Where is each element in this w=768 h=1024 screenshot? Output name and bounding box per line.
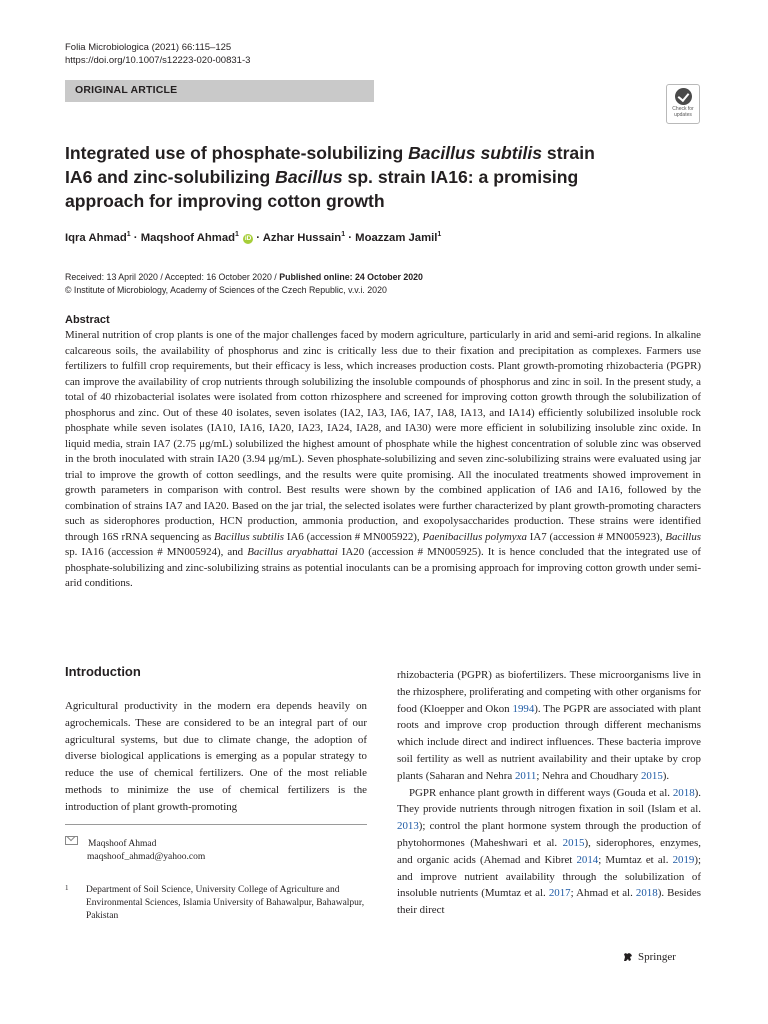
title-part: sp. strain IA16: a promising approach for improving cotton growth bbox=[65, 167, 579, 211]
citation-link[interactable]: 2018 bbox=[672, 786, 695, 799]
author-name[interactable]: Azhar Hussain bbox=[262, 231, 342, 244]
check-badge-line1: Check for bbox=[672, 106, 694, 112]
intro-text: rhizobacteria (PGPR) as biofertilizers. These microorganisms live in the rhizosphere, proliferating and competing with other organisms for food (Kloepper and Okon bbox=[397, 669, 701, 715]
copyright: © Institute of Microbiology, Academy of Sciences of the Czech Republic, v.v.i. 2020 bbox=[65, 284, 387, 295]
affiliation-footnote bbox=[65, 884, 368, 923]
intro-text: ). The PGPR are associated with plant roots and improve crop production through different mechanisms which include direct and indirect influences. These bacteria improve soil fertility as well as nutrient availability and their uptake by crop plants (Saharan and Nehra bbox=[397, 702, 701, 782]
title-italic: Bacillus bbox=[275, 167, 343, 187]
footnote-divider bbox=[65, 824, 367, 825]
citation-link[interactable]: 2011 bbox=[514, 769, 537, 782]
abstract-text: IA20 (accession # MN005925). It is hence concluded that the integrated use of phosphate-solubilizing and zinc-solubilizing strains as potential inoculants can be a promising approach for improving cotton growth under semi-arid conditions. bbox=[65, 546, 701, 589]
article-title bbox=[65, 141, 625, 213]
intro-right-column bbox=[397, 667, 701, 919]
intro-text: PGPR enhance plant growth in different ways (Gouda et al. bbox=[409, 786, 673, 799]
corresponding-email[interactable]: maqshoof_ahmad@yahoo.com bbox=[87, 852, 206, 862]
intro-paragraph bbox=[397, 667, 701, 785]
citation-link[interactable]: 1994 bbox=[512, 702, 535, 715]
publisher-logo bbox=[622, 951, 676, 963]
abstract-body bbox=[65, 328, 701, 592]
abstract-italic: Bacillus bbox=[665, 530, 702, 543]
intro-text: ), siderophores, enzymes, and organic acids (Ahemad and Kibret bbox=[397, 836, 701, 866]
abstract-italic: Bacillus subtilis bbox=[214, 530, 285, 543]
received-accepted: Received: 13 April 2020 / Accepted: 16 October 2020 / bbox=[65, 272, 280, 282]
citation-link[interactable]: 2019 bbox=[672, 853, 695, 866]
abstract-italic: Bacillus aryabhattai bbox=[247, 546, 338, 558]
intro-text: ; Mumtaz et al. bbox=[598, 853, 673, 866]
intro-text: ). Besides their direct bbox=[397, 887, 702, 917]
affiliation-marker: 1 bbox=[126, 231, 131, 238]
author-list bbox=[65, 231, 441, 244]
abstract-heading: Abstract bbox=[65, 314, 110, 326]
citation-link[interactable]: 2013 bbox=[397, 820, 419, 833]
citation-link[interactable]: 2015 bbox=[562, 836, 585, 849]
check-for-updates-badge[interactable] bbox=[666, 84, 700, 124]
title-italic: Bacillus subtilis bbox=[408, 143, 543, 163]
orcid-icon[interactable]: iD bbox=[244, 234, 252, 242]
abstract-italic: Paenibacillus polymyxa bbox=[422, 530, 527, 543]
citation-link[interactable]: 2014 bbox=[576, 853, 599, 866]
affiliation-number: 1 bbox=[65, 884, 69, 892]
title-part: strain IA6 and zinc-solubilizing bbox=[65, 143, 595, 187]
published-online: Published online: 24 October 2020 bbox=[279, 272, 423, 282]
title-part: Integrated use of phosphate-solubilizing bbox=[65, 143, 409, 163]
envelope-icon bbox=[65, 836, 78, 845]
author-separator: · bbox=[130, 231, 141, 244]
citation-link[interactable]: 2015 bbox=[640, 769, 663, 782]
intro-paragraph bbox=[397, 785, 701, 919]
corresponding-author bbox=[65, 836, 205, 864]
section-label: ORIGINAL ARTICLE bbox=[75, 84, 178, 96]
citation-link[interactable]: 2017 bbox=[548, 887, 571, 900]
intro-text: ). They provide nutrients through nitrogen fixation in soil (Islam et al. bbox=[397, 786, 701, 816]
intro-text: ). bbox=[662, 769, 670, 782]
intro-left-column bbox=[65, 698, 367, 816]
intro-text: ; Nehra and Choudhary bbox=[536, 769, 641, 782]
intro-text: ); and improve nutrient availability through the solubilization of insoluble nutrients (Mumtaz et al. bbox=[397, 853, 702, 900]
abstract-text: IA6 (accession # MN005922), bbox=[284, 530, 423, 543]
affiliation-text: Department of Soil Science, University College of Agriculture and Environmental Sciences, Islamia University of Bahawalpur, Bahawalpur, Pakistan bbox=[86, 885, 365, 921]
introduction-heading: Introduction bbox=[65, 664, 141, 679]
author-name[interactable]: Maqshoof Ahmad bbox=[140, 231, 236, 244]
publisher-name: Springer bbox=[638, 951, 676, 963]
author-name[interactable]: Iqra Ahmad bbox=[65, 231, 127, 244]
abstract-text: Mineral nutrition of crop plants is one of the major challenges faced by modern agriculture, particularly in arid and semi-arid regions. In alkaline calcareous soils, the availability of phosphorus and zinc is critically less due to their fixation and precipitation as complexes. Farmers use fertilizers to fulfill crop requirements, but their efficacy is less, which increases production costs. Plant growth-promoting rhizobacteria (PGPR) can improve the availability of crop nutrients through solubilizing the insoluble compounds of phosphorus and zinc in soil. In the present study, a total of 40 rhizobacterial isolates were isolated from cotton rhizosphere and screened for improving cotton growth through the solubilization of phosphorus and zinc. Out of these 40 isolates, seven isolates (IA2, IA3, IA6, IA7, IA8, IA13, and IA14) efficiently solubilized insoluble rock phosphate while seven isolates (IA10, IA16, IA20, IA23, IA24, IA28, and IA30) were more efficient in solubilizing insoluble zinc oxide. In liquid media, strain IA7 (2.75 μg/mL) solubilized the highest amount of phosphate while the highest concentration of soluble zinc was observed in the broth inoculated with strain IA20 (3.94 μg/mL). Seven phosphate-solubilizing and seven zinc-solubilizing strains were evaluated using jar trial to improve the growth of cotton seedlings, and the results were quite promising. All the inoculated treatments showed improvement in growth parameters in comparison with control. Best results were shown by the combined application of IA6 and IA16, followed by the combination of strains IA7 and IA20. Based on the jar trial, the selected isolates were further characterized by plant growth-promoting characters such as siderophores production, HCN production, ammonia production, and exopolysaccharides production. These strains were identified through 16S rRNA sequencing as bbox=[65, 329, 701, 543]
springer-horse-icon bbox=[622, 951, 634, 963]
affiliation-marker: 1 bbox=[341, 231, 346, 238]
abstract-text: sp. IA16 (accession # MN005924), and bbox=[65, 546, 248, 558]
article-history bbox=[65, 271, 423, 296]
journal-header bbox=[65, 41, 250, 67]
intro-text: ); control the plant hormone system through the production of phytohormones (Maheshwari et al. bbox=[397, 820, 701, 849]
author-separator: · bbox=[253, 231, 263, 244]
intro-text: ; Ahmad et al. bbox=[570, 887, 636, 900]
journal-citation: Folia Microbiologica (2021) 66:115–125 bbox=[65, 42, 232, 53]
author-name[interactable]: Moazzam Jamil bbox=[355, 231, 438, 244]
date-line bbox=[65, 271, 423, 284]
doi-link[interactable]: https://doi.org/10.1007/s12223-020-00831-3 bbox=[65, 55, 251, 66]
check-updates-icon bbox=[675, 88, 692, 105]
author-separator: · bbox=[345, 231, 356, 244]
affiliation-marker: 1 bbox=[235, 231, 239, 238]
citation-link[interactable]: 2018 bbox=[635, 887, 658, 900]
check-badge-line2: updates bbox=[674, 111, 692, 118]
abstract-text: IA7 (accession # MN005923), bbox=[526, 530, 666, 543]
intro-paragraph: Agricultural productivity in the modern era depends heavily on agrochemicals. These are considered to be an integral part of our agricultural systems, but due to climate change, the adoption of diverse biological applications is emerging as a popular strategy to reduce the use of chemical fertilizers. One of the most reliable methods to minimize the use of chemical fertilizers is the introduction of plant growth-promoting bbox=[65, 700, 367, 813]
affiliation-marker: 1 bbox=[437, 231, 442, 238]
corresponding-name: Maqshoof Ahmad bbox=[88, 839, 157, 849]
